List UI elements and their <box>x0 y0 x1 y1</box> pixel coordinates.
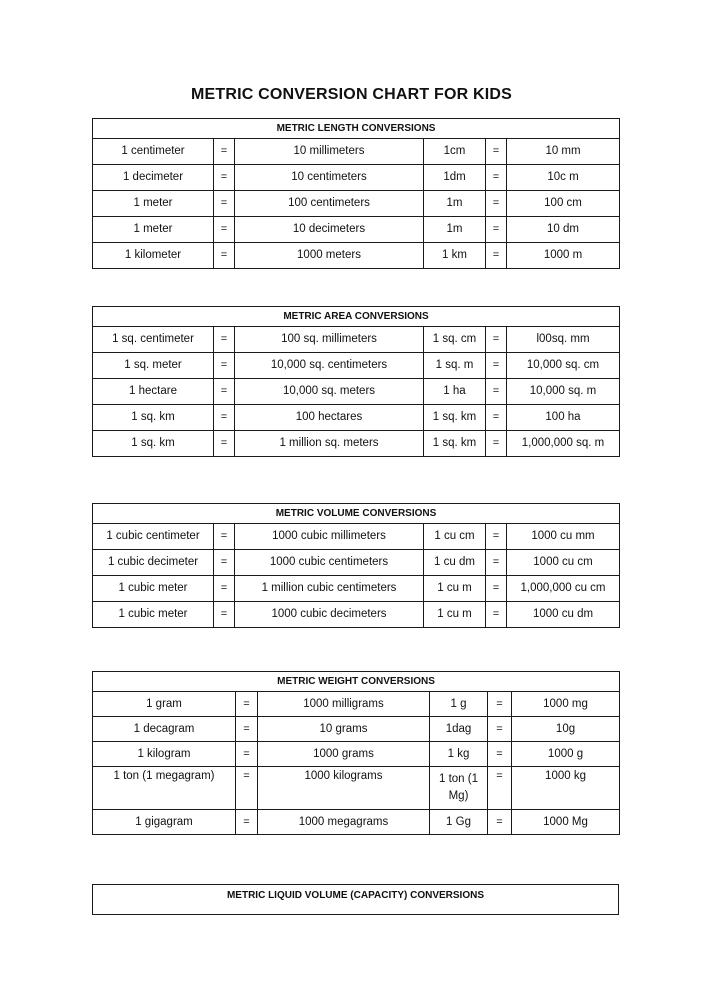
unit-cell: 1 cubic meter <box>93 602 214 628</box>
equals-cell: = <box>214 327 235 353</box>
abbr-unit-cell: 1 Gg <box>430 810 488 835</box>
abbr-unit-cell: 1 sq. m <box>424 353 486 379</box>
abbr-value-cell: 1,000,000 sq. m <box>507 431 620 457</box>
abbr-value-cell: 100 ha <box>507 405 620 431</box>
unit-cell: 1 meter <box>93 217 214 243</box>
equals-cell: = <box>486 524 507 550</box>
unit-cell: 1 cubic decimeter <box>93 550 214 576</box>
equals-cell: = <box>236 742 258 767</box>
equals-cell: = <box>236 810 258 835</box>
equals-cell: = <box>486 217 507 243</box>
value-cell: 1000 megagrams <box>258 810 430 835</box>
abbr-value-cell: 1,000,000 cu cm <box>507 576 620 602</box>
table-row <box>93 602 620 628</box>
table-row <box>93 217 620 243</box>
abbr-unit-cell: 1 cu m <box>424 576 486 602</box>
abbr-unit-cell: 1 cu dm <box>424 550 486 576</box>
abbr-unit-cell: 1 ha <box>424 379 486 405</box>
unit-cell: 1 ton (1 megagram) <box>93 767 236 810</box>
unit-cell: 1 cubic centimeter <box>93 524 214 550</box>
abbr-value-cell: 1000 cu mm <box>507 524 620 550</box>
table-row <box>93 353 620 379</box>
value-cell: 1000 cubic centimeters <box>235 550 424 576</box>
unit-cell: 1 decagram <box>93 717 236 742</box>
section-heading: METRIC WEIGHT CONVERSIONS <box>93 672 620 692</box>
abbr-unit-cell: 1m <box>424 191 486 217</box>
value-cell: 10 centimeters <box>235 165 424 191</box>
equals-cell: = <box>486 405 507 431</box>
abbr-value-cell: 1000 mg <box>512 692 620 717</box>
equals-cell: = <box>214 602 235 628</box>
abbr-unit-cell: 1 cu cm <box>424 524 486 550</box>
equals-cell: = <box>486 431 507 457</box>
abbr-unit-cell: 1dm <box>424 165 486 191</box>
equals-cell: = <box>486 139 507 165</box>
equals-cell: = <box>488 742 512 767</box>
abbr-unit-cell: 1cm <box>424 139 486 165</box>
table-row <box>93 692 620 717</box>
abbr-unit-cell: 1 sq. km <box>424 431 486 457</box>
table-row <box>93 524 620 550</box>
abbr-unit-cell: 1 sq. km <box>424 405 486 431</box>
value-cell: 10,000 sq. centimeters <box>235 353 424 379</box>
table-row <box>93 379 620 405</box>
value-cell: 1000 milligrams <box>258 692 430 717</box>
abbr-value-cell: 1000 g <box>512 742 620 767</box>
section-heading: METRIC LENGTH CONVERSIONS <box>93 119 620 139</box>
abbr-value-cell: 10c m <box>507 165 620 191</box>
page-title: METRIC CONVERSION CHART FOR KIDS <box>190 86 513 103</box>
abbr-value-cell: l00sq. mm <box>507 327 620 353</box>
table-row <box>93 717 620 742</box>
value-cell: 1 million sq. meters <box>235 431 424 457</box>
equals-cell: = <box>236 767 258 810</box>
section-heading: METRIC LIQUID VOLUME (CAPACITY) CONVERSIONS <box>93 885 619 915</box>
liquid-volume-conversions-table <box>92 884 619 915</box>
abbr-value-cell: 1000 Mg <box>512 810 620 835</box>
equals-cell: = <box>214 379 235 405</box>
value-cell: 10 millimeters <box>235 139 424 165</box>
abbr-unit-cell: 1 kg <box>430 742 488 767</box>
table-row <box>93 405 620 431</box>
equals-cell: = <box>488 692 512 717</box>
unit-cell: 1 cubic meter <box>93 576 214 602</box>
abbr-value-cell: 10g <box>512 717 620 742</box>
abbr-unit-cell: 1 g <box>430 692 488 717</box>
equals-cell: = <box>486 191 507 217</box>
table-row <box>93 576 620 602</box>
unit-cell: 1 sq. km <box>93 431 214 457</box>
equals-cell: = <box>214 524 235 550</box>
equals-cell: = <box>486 353 507 379</box>
equals-cell: = <box>486 379 507 405</box>
table-row <box>93 767 620 810</box>
abbr-unit-cell: 1 ton (1 Mg) <box>430 767 488 810</box>
value-cell: 100 sq. millimeters <box>235 327 424 353</box>
equals-cell: = <box>486 550 507 576</box>
equals-cell: = <box>214 405 235 431</box>
length-conversions-table <box>92 118 620 269</box>
table-row <box>93 742 620 767</box>
equals-cell: = <box>214 550 235 576</box>
section-heading: METRIC AREA CONVERSIONS <box>93 307 620 327</box>
abbr-value-cell: 1000 kg <box>512 767 620 810</box>
equals-cell: = <box>486 165 507 191</box>
abbr-value-cell: 1000 m <box>507 243 620 269</box>
equals-cell: = <box>214 139 235 165</box>
equals-cell: = <box>214 165 235 191</box>
equals-cell: = <box>214 191 235 217</box>
unit-cell: 1 gigagram <box>93 810 236 835</box>
value-cell: 1000 kilograms <box>258 767 430 810</box>
unit-cell: 1 decimeter <box>93 165 214 191</box>
unit-cell: 1 sq. centimeter <box>93 327 214 353</box>
weight-conversions-table <box>92 671 620 835</box>
equals-cell: = <box>214 431 235 457</box>
unit-cell: 1 meter <box>93 191 214 217</box>
abbr-unit-cell: 1m <box>424 217 486 243</box>
area-conversions-table <box>92 306 620 457</box>
abbr-value-cell: 1000 cu dm <box>507 602 620 628</box>
value-cell: 10 decimeters <box>235 217 424 243</box>
unit-cell: 1 hectare <box>93 379 214 405</box>
equals-cell: = <box>488 810 512 835</box>
value-cell: 100 centimeters <box>235 191 424 217</box>
volume-conversions-table <box>92 503 620 628</box>
unit-cell: 1 sq. km <box>93 405 214 431</box>
abbr-value-cell: 10 dm <box>507 217 620 243</box>
equals-cell: = <box>486 327 507 353</box>
abbr-unit-cell: 1 cu m <box>424 602 486 628</box>
value-cell: 1000 grams <box>258 742 430 767</box>
table-row <box>93 327 620 353</box>
abbr-value-cell: 100 cm <box>507 191 620 217</box>
unit-cell: 1 sq. meter <box>93 353 214 379</box>
unit-cell: 1 kilogram <box>93 742 236 767</box>
equals-cell: = <box>236 717 258 742</box>
section-heading: METRIC VOLUME CONVERSIONS <box>93 504 620 524</box>
value-cell: 1 million cubic centimeters <box>235 576 424 602</box>
equals-cell: = <box>488 717 512 742</box>
unit-cell: 1 kilometer <box>93 243 214 269</box>
table-row <box>93 191 620 217</box>
abbr-unit-cell: 1 km <box>424 243 486 269</box>
unit-cell: 1 gram <box>93 692 236 717</box>
table-row <box>93 550 620 576</box>
table-row <box>93 810 620 835</box>
table-row <box>93 165 620 191</box>
value-cell: 100 hectares <box>235 405 424 431</box>
table-row <box>93 431 620 457</box>
value-cell: 10,000 sq. meters <box>235 379 424 405</box>
equals-cell: = <box>488 767 512 810</box>
abbr-unit-cell: 1dag <box>430 717 488 742</box>
abbr-value-cell: 10,000 sq. m <box>507 379 620 405</box>
equals-cell: = <box>214 243 235 269</box>
abbr-unit-cell: 1 sq. cm <box>424 327 486 353</box>
value-cell: 1000 meters <box>235 243 424 269</box>
value-cell: 1000 cubic millimeters <box>235 524 424 550</box>
equals-cell: = <box>214 576 235 602</box>
unit-cell: 1 centimeter <box>93 139 214 165</box>
value-cell: 10 grams <box>258 717 430 742</box>
equals-cell: = <box>236 692 258 717</box>
abbr-value-cell: 1000 cu cm <box>507 550 620 576</box>
equals-cell: = <box>486 576 507 602</box>
abbr-value-cell: 10,000 sq. cm <box>507 353 620 379</box>
value-cell: 1000 cubic decimeters <box>235 602 424 628</box>
table-row <box>93 243 620 269</box>
table-row <box>93 139 620 165</box>
equals-cell: = <box>486 602 507 628</box>
equals-cell: = <box>486 243 507 269</box>
equals-cell: = <box>214 217 235 243</box>
equals-cell: = <box>214 353 235 379</box>
abbr-value-cell: 10 mm <box>507 139 620 165</box>
